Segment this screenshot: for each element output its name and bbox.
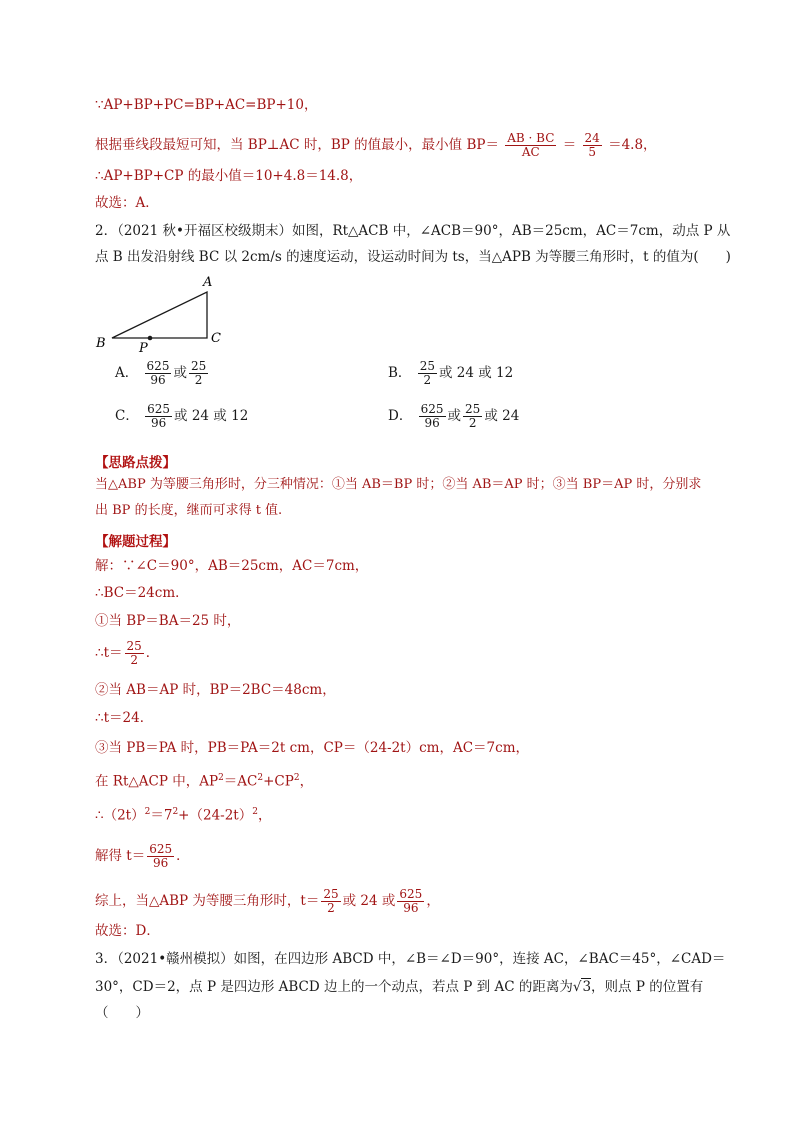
solution-line-9-text: ∴（2t） (95, 807, 145, 824)
q3-stem-line-2-end: ，则点 P 的位置有 (591, 979, 704, 995)
q3-stem-line-1: 3．（2021•赣州模拟）如图，在四边形 ABCD 中，∠B＝∠D＝90°，连接 AC，∠BAC＝45°，∠CAD＝ (95, 951, 726, 967)
solution-line-9 (95, 803, 271, 825)
option-d-fraction-2: $\frac{25}{2}$ (465, 402, 481, 430)
vertex-label-c: C (211, 331, 221, 346)
solution-line-8-text: 在 Rt△ACP 中，AP (95, 773, 219, 790)
solution-line-6: ∴t＝24． (95, 710, 154, 726)
solution-line-4 (95, 640, 159, 667)
sqrt-radicand: 3 (582, 979, 592, 995)
option-a-fraction-1: $\frac{625}{96}$ (146, 359, 170, 387)
solution-line-8-mid2: +CP (263, 773, 294, 790)
vertex-label-b: B (96, 336, 106, 351)
q2-stem-line-1: 2．（2021 秋•开福区校级期末）如图，Rt△ACB 中，∠ACB＝90°，AB＝25cm，AC＝7cm，动点 P 从 (95, 223, 731, 239)
intro-line-2 (95, 132, 657, 159)
solution-line-8 (95, 769, 313, 791)
option-d-or: 或 (447, 408, 462, 424)
q3-stem-line-2-text: 30°，CD＝2，点 P 是四边形 ABCD 边上的一个动点，若点 P 到 AC 的距离为 (95, 979, 573, 995)
option-b-label: B． (388, 365, 412, 381)
solution-line-9-end: ， (257, 807, 272, 824)
intro-equals: ＝ (562, 137, 577, 153)
q2-triangle-figure (90, 270, 230, 355)
option-a-fraction-2: $\frac{25}{2}$ (190, 359, 207, 387)
point-p-dot (148, 336, 153, 341)
intro-fraction-ab-bc-ac: $\frac{AB \cdot BC}{AC}$ (507, 131, 555, 159)
intro-line-4: 故选：A． (95, 195, 159, 211)
triangle-acb (112, 292, 207, 338)
q3-stem-line-3: （ ） (95, 1005, 149, 1021)
solution-line-3: ①当 BP＝BA＝25 时， (95, 613, 241, 629)
option-d-label: D． (388, 408, 413, 424)
vertex-label-a: A (203, 275, 213, 290)
superscript-2: 2 (144, 807, 151, 817)
hint-text: 当△ABP 为等腰三角形时，分三种情况：①当 AB＝BP 时；②当 AB＝AP 时；③当 BP＝AP 时，分别求出 BP 的长度，继而可求得 t 值. (95, 477, 702, 518)
option-d[interactable] (388, 403, 519, 430)
option-a-label: A． (115, 365, 139, 381)
superscript-2: 2 (293, 773, 300, 783)
option-c-label: C． (115, 408, 139, 424)
option-a-or: 或 (173, 365, 187, 381)
option-c[interactable] (115, 403, 248, 430)
solution-line-10-end: ． (176, 848, 190, 864)
solution-line-11-text: 综上，当△ABP 为等腰三角形时，t＝ (95, 893, 320, 909)
option-d-fraction-1: $\frac{625}{96}$ (420, 402, 444, 430)
q2-stem-line-2: 点 B 出发沿射线 BC 以 2cm/s 的速度运动，设运动时间为 ts，当△APB 为等腰三角形时，t 的值为( ) (95, 249, 731, 265)
option-d-rest: 或 24 (484, 408, 520, 424)
hint-header: 【思路点拨】 (95, 455, 176, 471)
superscript-2: 2 (252, 807, 258, 817)
solution-line-10 (95, 843, 190, 870)
q3-stem-line-2 (95, 978, 703, 996)
intro-line-2-end: ＝4.8， (608, 137, 657, 153)
solution-summary-fraction-25-2: $\frac{25}{2}$ (323, 887, 339, 915)
point-label-p: P (139, 341, 148, 355)
option-b[interactable] (388, 360, 513, 387)
solution-line-5: ②当 AB＝AP 时，BP＝2BC＝48cm， (95, 682, 336, 698)
solution-line-9-mid2: +（24-2t） (178, 807, 253, 824)
option-b-fraction: $\frac{25}{2}$ (419, 359, 435, 387)
superscript-2: 2 (218, 773, 224, 783)
option-c-rest: 或 24 或 12 (174, 408, 249, 424)
intro-line-2-text: 根据垂线段最短可知，当 BP⊥AC 时，BP 的值最小，最小值 BP＝ (95, 137, 499, 153)
intro-fraction-24-5: $\frac{24}{5}$ (584, 131, 600, 159)
solution-summary-fraction-625-96: $\frac{625}{96}$ (399, 887, 423, 915)
solution-line-11-mid: 或 24 或 (342, 893, 396, 909)
solution-line-4-end: ． (145, 645, 160, 661)
superscript-2: 2 (172, 807, 179, 817)
intro-line-1: ∵AP+BP+PC=BP+AC=BP+10， (95, 97, 318, 113)
solution-line-10-text: 解得 t＝ (95, 848, 146, 864)
solution-line-7: ③当 PB＝PA 时，PB＝PA＝2t cm，CP＝（24-2t）cm，AC＝7cm， (95, 740, 530, 756)
solution-line-8-mid: ＝AC (223, 773, 258, 790)
superscript-2: 2 (257, 773, 264, 783)
solution-fraction-25-2: $\frac{25}{2}$ (126, 639, 142, 667)
solution-line-11-end: ， (426, 893, 440, 909)
solution-line-9-mid: ＝7 (150, 807, 173, 824)
intro-line-3: ∴AP+BP+CP 的最小值＝10+4.8＝14.8， (95, 168, 363, 184)
option-c-fraction: $\frac{625}{96}$ (147, 402, 171, 430)
solution-header: 【解题过程】 (95, 534, 176, 550)
option-b-rest: 或 24 或 12 (439, 365, 514, 381)
solution-line-12: 故选：D． (95, 923, 160, 939)
solution-line-8-end: ， (299, 773, 314, 790)
option-a[interactable] (115, 360, 210, 387)
solution-line-1: 解：∵∠C＝90°，AB＝25cm，AC＝7cm， (95, 558, 369, 574)
solution-line-2: ∴BC＝24cm． (95, 585, 189, 601)
solution-fraction-625-96: $\frac{625}{96}$ (149, 842, 173, 870)
solution-line-11 (95, 888, 440, 915)
solution-line-4-text: ∴t＝ (95, 645, 123, 661)
sqrt-sign: √ (572, 979, 582, 995)
